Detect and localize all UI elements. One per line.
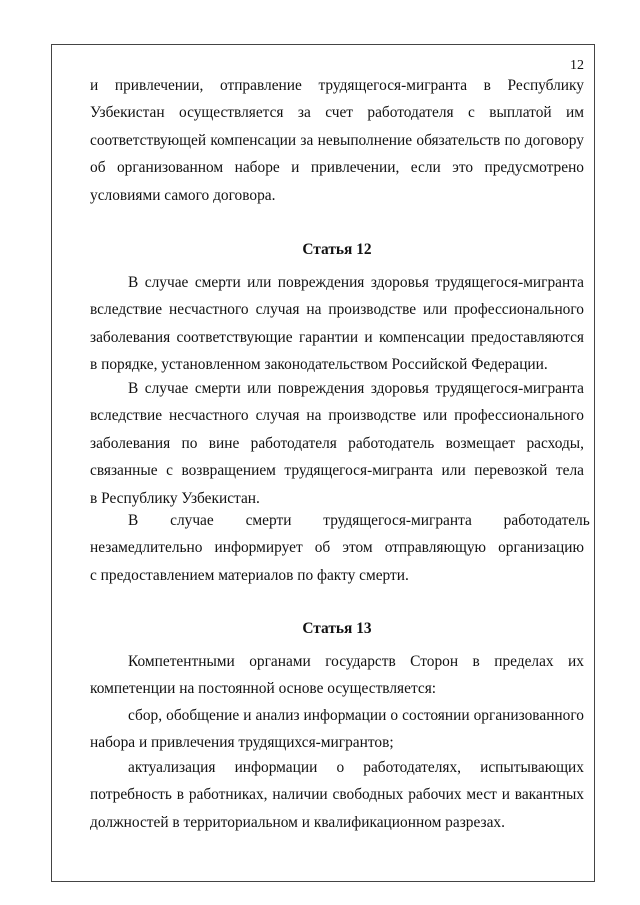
text-line: вследствие несчастного случая на производстве или профессионального	[90, 301, 584, 319]
text-line: и привлечении, отправление трудящегося-мигранта в Республику	[90, 77, 584, 94]
text-line: Компетентными органами государств Сторон в пределах их	[128, 653, 584, 670]
text-line: должностей в территориальном и квалификационном разрезах.	[90, 813, 505, 831]
text-line: с предоставлением материалов по факту смерти.	[90, 566, 409, 584]
article-13-paragraph-1	[90, 648, 584, 703]
article-13-title: Статья 13	[302, 620, 372, 637]
article-12-title: Статья 12	[302, 241, 372, 258]
article-12-paragraph-3	[90, 507, 590, 589]
text-line: связанные с возвращением трудящегося-мигранта или перевозкой тела	[90, 462, 584, 480]
text-line: в Республику Узбекистан.	[90, 489, 260, 507]
article-12-paragraph-2	[90, 375, 584, 512]
text-line: актуализация информации о работодателях, испытывающих	[128, 759, 584, 776]
text-line: В случае смерти трудящегося-мигранта работодатель	[128, 512, 590, 529]
text-line: Узбекистан осуществляется за счет работодателя с выплатой им	[90, 104, 584, 122]
text-line: соответствующей компенсации за невыполнение обязательств по договору	[90, 131, 584, 149]
text-line: компетенции на постоянной основе осуществляется:	[90, 680, 437, 698]
article-13-paragraph-2	[90, 702, 584, 757]
intro-paragraph	[90, 72, 584, 209]
text-line: В случае смерти или повреждения здоровья трудящегося-мигранта	[128, 274, 584, 291]
text-line: В случае смерти или повреждения здоровья трудящегося-мигранта	[128, 380, 584, 397]
text-line: условиями самого договора.	[90, 186, 276, 204]
text-line: вследствие несчастного случая на производстве или профессионального	[90, 407, 584, 425]
text-line: заболевания соответствующие гарантии и компенсации предоставляются	[90, 328, 584, 346]
text-line: потребность в работниках, наличии свободных рабочих мест и вакантных	[90, 786, 584, 804]
text-line: сбор, обобщение и анализ информации о состоянии организованного	[128, 707, 584, 724]
text-line: незамедлительно информирует об этом отправляющую организацию	[90, 539, 584, 557]
text-line: об организованном наборе и привлечении, если это предусмотрено	[90, 159, 584, 177]
page-number: 12	[570, 58, 584, 73]
article-13-paragraph-3	[90, 754, 584, 836]
text-line: заболевания по вине работодателя работодатель возмещает расходы,	[90, 434, 584, 452]
article-12-paragraph-1	[90, 269, 584, 379]
text-line: в порядке, установленном законодательством Российской Федерации.	[90, 356, 548, 374]
text-line: набора и привлечения трудящихся-мигрантов;	[90, 734, 394, 752]
